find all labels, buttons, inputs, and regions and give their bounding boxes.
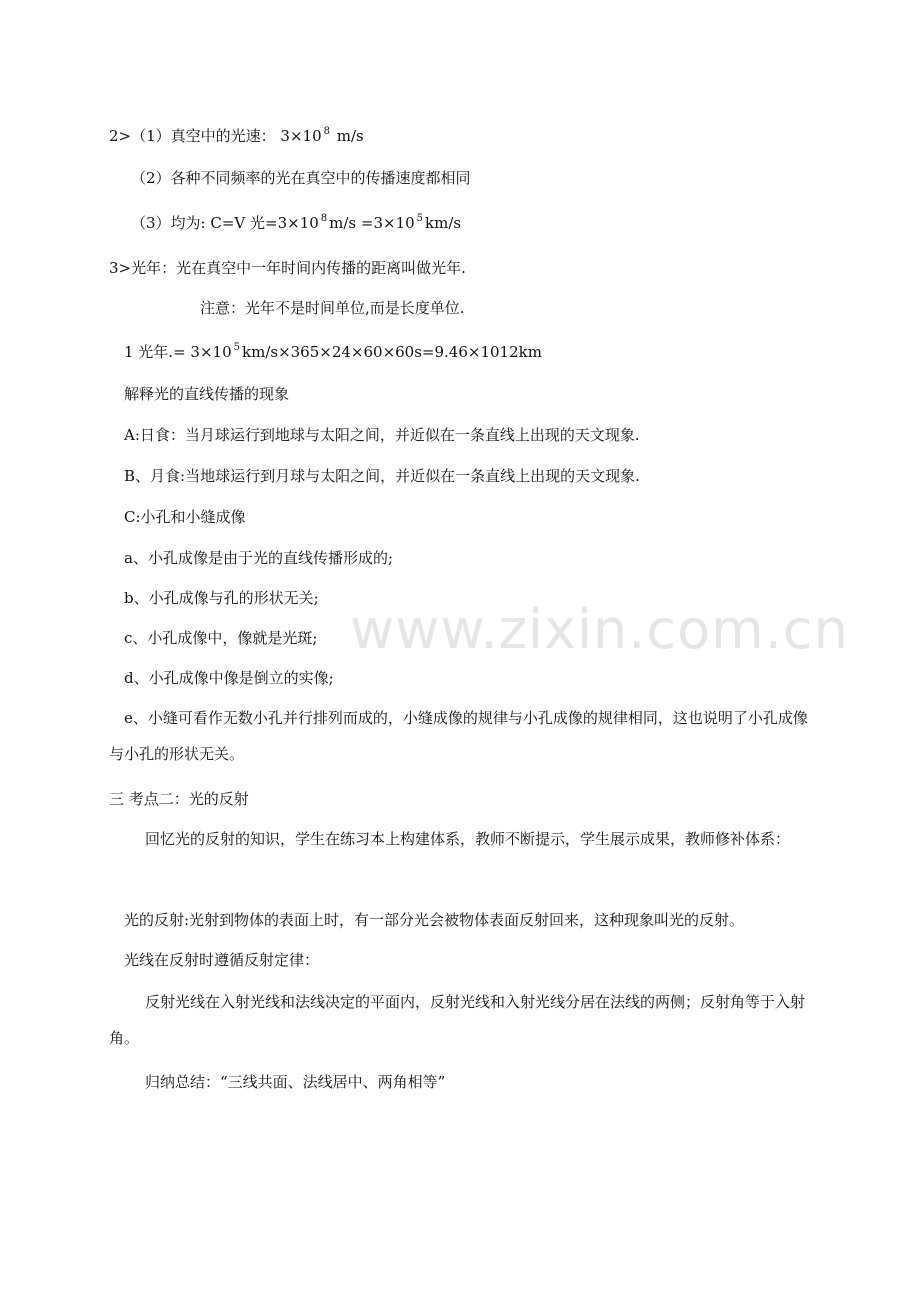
exponent: 8 <box>323 126 330 137</box>
section-heading-reflection: 三 考点二：光的反射 <box>109 790 249 808</box>
exponent: 5 <box>233 342 240 353</box>
text: km/s <box>425 214 462 232</box>
line-reflection-definition: 光的反射:光射到物体的表面上时，有一部分光会被物体表面反射回来，这种现象叫光的反射。 <box>124 911 745 929</box>
text: （3）均为: C=V 光=3×10 <box>131 214 319 232</box>
text: 2>（1）真空中的光速： 3×10 <box>109 127 322 145</box>
line-same-speed: （2）各种不同频率的光在真空中的传播速度都相同 <box>131 169 471 187</box>
paragraph-law-content: 反射光线在入射光线和法线决定的平面内，反射光线和入射光线分居在法线的两侧；反射角等于入射角。 <box>109 993 806 1047</box>
text: 1 光年.= 3×10 <box>124 343 232 361</box>
line-light-year-calc <box>124 342 542 365</box>
text: m/s =3×10 <box>329 214 415 232</box>
line-item-e: e、小缝可看作无数小孔并行排列而成的，小缝成像的规律与小孔成像的规律相同，这也说明了小孔成像与小孔的形状无关。 <box>109 709 808 763</box>
paragraph-recall: 回忆光的反射的知识，学生在练习本上构建体系，教师不断提示，学生展示成果，教师修补体系： <box>145 830 791 848</box>
exponent: 8 <box>320 213 328 224</box>
line-speed-formula <box>131 213 461 236</box>
line-summary: 归纳总结：“三线共面、法线居中、两角相等” <box>145 1073 446 1091</box>
line-note: 注意：光年不是时间单位,而是长度单位. <box>200 299 465 317</box>
line-item-d: d、小孔成像中像是倒立的实像; <box>124 669 334 687</box>
line-solar-eclipse: A:日食：当月球运行到地球与太阳之间，并近似在一条直线上出现的天文现象. <box>124 426 640 444</box>
text: m/s <box>332 127 364 145</box>
line-heading-explain: 解释光的直线传播的现象 <box>124 385 290 403</box>
line-reflection-law: 光线在反射时遵循反射定律： <box>124 951 320 969</box>
line-pinhole-heading: C:小孔和小缝成像 <box>124 508 246 526</box>
line-item-a: a、小孔成像是由于光的直线传播形成的; <box>124 549 393 567</box>
exponent: 5 <box>416 213 424 224</box>
line-light-year: 3>光年：光在真空中一年时间内传播的距离叫做光年. <box>109 259 466 277</box>
line-light-speed-vacuum <box>109 126 364 149</box>
line-item-b: b、小孔成像与孔的形状无关; <box>124 589 319 607</box>
line-lunar-eclipse: B、月食:当地球运行到月球与太阳之间，并近似在一条直线上出现的天文现象. <box>124 467 640 485</box>
text: km/s×365×24×60×60s=9.46×1012km <box>242 343 542 361</box>
line-item-c: c、小孔成像中，像就是光斑; <box>124 629 318 647</box>
watermark: www.zixin.com.cn <box>350 598 849 661</box>
